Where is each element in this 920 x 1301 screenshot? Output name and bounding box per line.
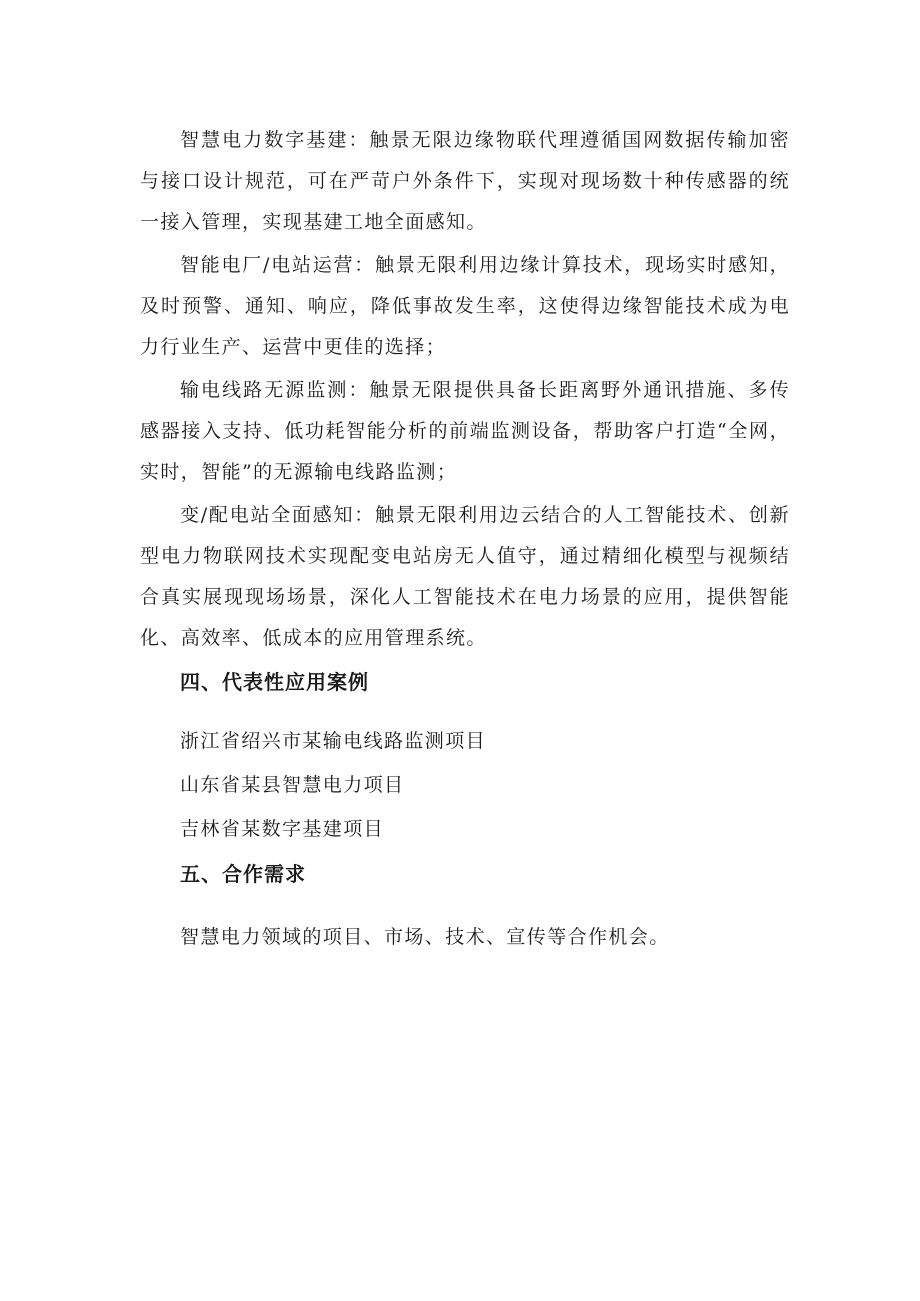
section-heading-cooperation: 五、合作需求 xyxy=(180,862,306,886)
list-item: 山东省某县智慧电力项目 xyxy=(180,774,405,796)
paragraph-digital-infrastructure: 智慧电力数字基建：触景无限边缘物联代理遵循国网数据传输加密与接口设计规范，可在严苛户外条件下，实现对现场数十种传感器的统一接入管理，实现基建工地全面感知。 xyxy=(140,129,790,233)
paragraph-transmission-line-monitoring: 输电线路无源监测：触景无限提供具备长距离野外通讯措施、多传感器接入支持、低功耗智能分析的前端监测设备，帮助客户打造“全网，实时，智能”的无源输电线路监测； xyxy=(140,379,790,483)
case-list xyxy=(140,719,790,851)
cooperation-text: 智慧电力领域的项目、市场、技术、宣传等合作机会。 xyxy=(180,926,670,948)
paragraph-power-plant-operation: 智能电厂/电站运营：触景无限利用边缘计算技术，现场实时感知，及时预警、通知、响应，降低事故发生率，这使得边缘智能技术成为电力行业生产、运营中更佳的选择； xyxy=(140,254,790,358)
paragraph-substation-perception: 变/配电站全面感知：触景无限利用边云结合的人工智能技术、创新型电力物联网技术实现配变电站房无人值守，通过精细化模型与视频结合真实展现现场场景，深化人工智能技术在电力场景的应用，提供智能化、高效率、低成本的应用管理系统。 xyxy=(140,504,790,649)
list-item: 吉林省某数字基建项目 xyxy=(180,818,385,840)
list-item: 浙江省绍兴市某输电线路监测项目 xyxy=(180,730,487,752)
section-heading-cases: 四、代表性应用案例 xyxy=(180,670,369,694)
document-page xyxy=(140,120,790,958)
